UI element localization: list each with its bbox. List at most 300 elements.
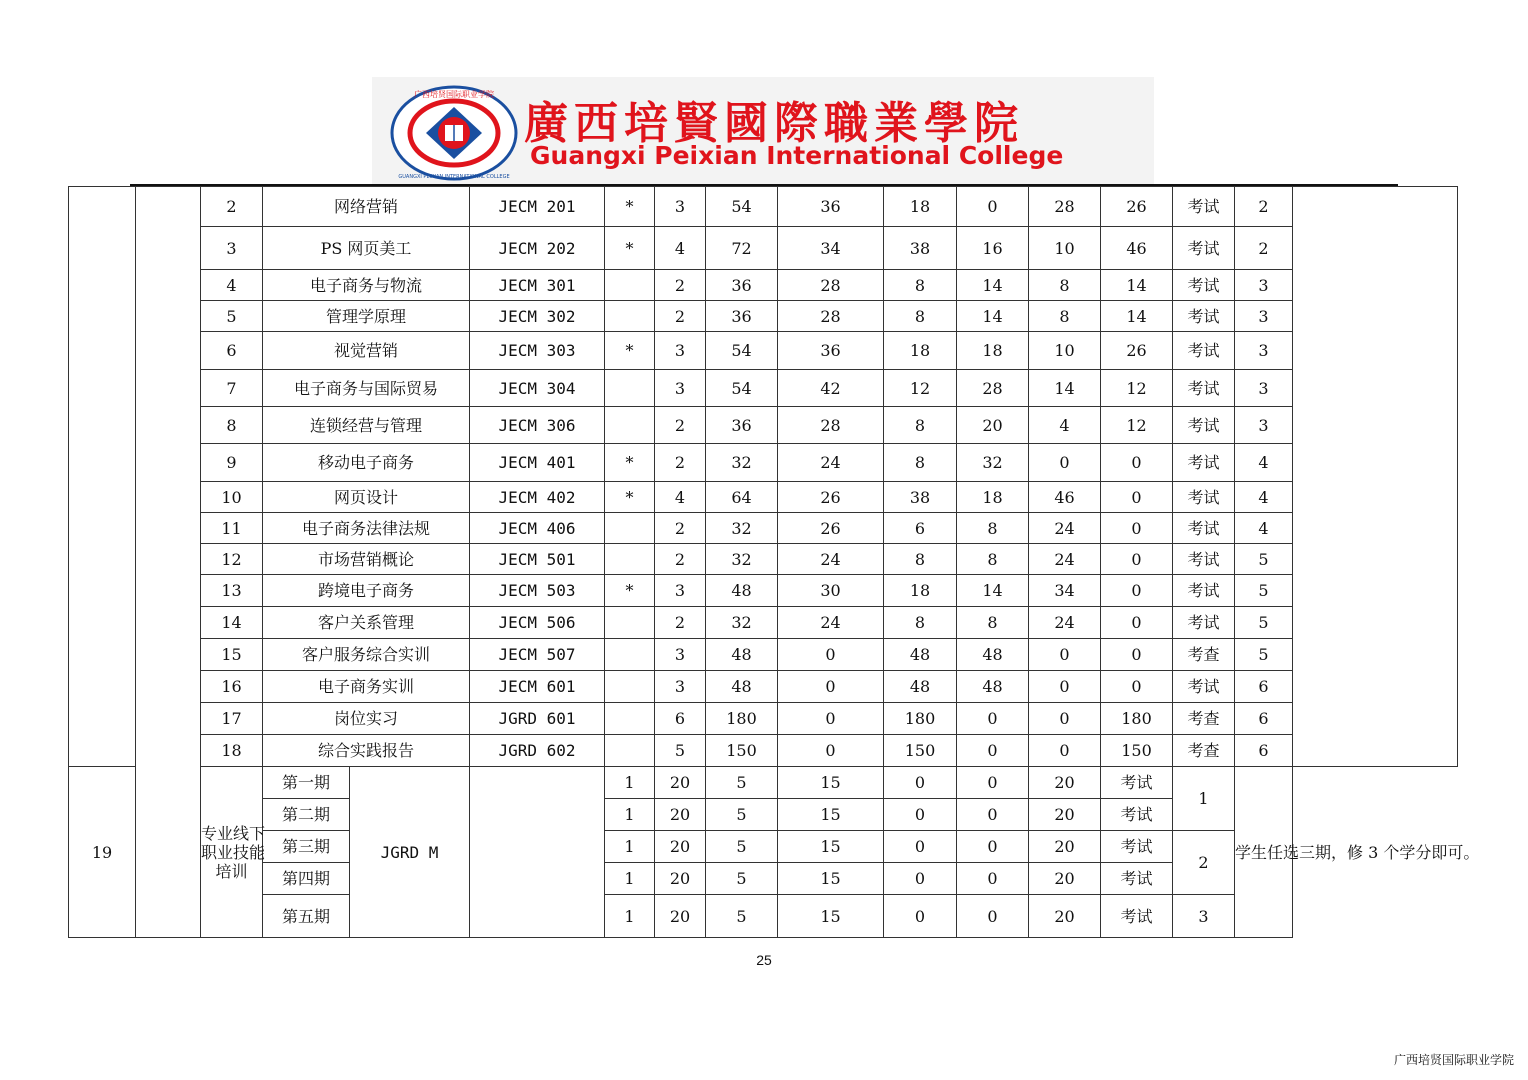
course-name: PS 网页美工 bbox=[263, 227, 470, 270]
cell-c2: 24 bbox=[1029, 544, 1101, 575]
cell-theory: 5 bbox=[706, 767, 778, 799]
cell-assess: 考试 bbox=[1101, 863, 1173, 895]
cell-term: 2 bbox=[1235, 227, 1293, 270]
table-row bbox=[69, 270, 1458, 301]
cell-c3: 20 bbox=[1029, 863, 1101, 895]
row-number: 14 bbox=[201, 607, 263, 639]
cell-assess: 考试 bbox=[1173, 513, 1235, 544]
cell-credit: 1 bbox=[605, 863, 655, 895]
table-row bbox=[69, 767, 1458, 799]
cell-assess: 考试 bbox=[1173, 671, 1235, 703]
cell-credit: 4 bbox=[655, 227, 706, 270]
footer-school-name: 广西培贤国际职业学院 bbox=[1393, 1053, 1514, 1067]
cell-theory: 24 bbox=[778, 444, 884, 482]
subcategory-cell bbox=[136, 187, 201, 938]
phase-label: 第五期 bbox=[263, 895, 350, 938]
cell-c3: 14 bbox=[1101, 270, 1173, 301]
cell-practice: 8 bbox=[884, 607, 957, 639]
row-number: 2 bbox=[201, 187, 263, 227]
cell-assess: 考试 bbox=[1173, 227, 1235, 270]
row-number: 9 bbox=[201, 444, 263, 482]
cell-c1: 0 bbox=[884, 767, 957, 799]
cell-total: 48 bbox=[706, 575, 778, 607]
row-number: 12 bbox=[201, 544, 263, 575]
course-name: 电子商务实训 bbox=[263, 671, 470, 703]
cell-c3: 12 bbox=[1101, 370, 1173, 407]
cell-c3: 20 bbox=[1029, 831, 1101, 863]
cell-credit: 2 bbox=[655, 513, 706, 544]
cell-c1: 48 bbox=[957, 639, 1029, 671]
cell-theory: 28 bbox=[778, 407, 884, 444]
cell-term: 4 bbox=[1235, 482, 1293, 513]
cell-c1: 14 bbox=[957, 301, 1029, 332]
row-number: 7 bbox=[201, 370, 263, 407]
course-code: JECM 201 bbox=[470, 187, 605, 227]
cell-c1: 0 bbox=[884, 799, 957, 831]
cell-credit: 1 bbox=[605, 799, 655, 831]
table-row bbox=[69, 482, 1458, 513]
course-code: JGRD M bbox=[350, 767, 470, 938]
cell-c2: 10 bbox=[1029, 227, 1101, 270]
cell-theory: 0 bbox=[778, 671, 884, 703]
cell-practice: 15 bbox=[778, 767, 884, 799]
cell-credit: 3 bbox=[655, 575, 706, 607]
cell-c1: 0 bbox=[957, 187, 1029, 227]
cell-c3: 150 bbox=[1101, 735, 1173, 767]
core-course-mark: * bbox=[605, 187, 655, 227]
cell-c3: 12 bbox=[1101, 407, 1173, 444]
cell-c3: 20 bbox=[1029, 895, 1101, 938]
table-row bbox=[69, 187, 1458, 227]
cell-term: 5 bbox=[1235, 575, 1293, 607]
cell-theory: 5 bbox=[706, 895, 778, 938]
cell-assess: 考试 bbox=[1173, 482, 1235, 513]
course-table bbox=[68, 186, 1480, 938]
core-course-mark: * bbox=[605, 227, 655, 270]
table-row bbox=[69, 227, 1458, 270]
course-code: JGRD 601 bbox=[470, 703, 605, 735]
cell-practice: 15 bbox=[778, 863, 884, 895]
cell-credit: 3 bbox=[655, 671, 706, 703]
core-course-mark bbox=[605, 370, 655, 407]
cell-practice: 8 bbox=[884, 301, 957, 332]
cell-credit: 2 bbox=[655, 607, 706, 639]
table-row bbox=[69, 407, 1458, 444]
cell-term: 3 bbox=[1235, 370, 1293, 407]
cell-credit: 6 bbox=[655, 703, 706, 735]
core-course-mark bbox=[605, 407, 655, 444]
cell-c1: 18 bbox=[957, 482, 1029, 513]
cell-assess: 考试 bbox=[1173, 332, 1235, 370]
cell-c1: 0 bbox=[884, 831, 957, 863]
table-row bbox=[69, 370, 1458, 407]
cell-assess: 考试 bbox=[1173, 270, 1235, 301]
remark-cell: 学生任选三期，修 3 个学分即可。 bbox=[1235, 767, 1293, 938]
row-number: 15 bbox=[201, 639, 263, 671]
cell-term: 5 bbox=[1235, 639, 1293, 671]
cell-assess: 考试 bbox=[1173, 544, 1235, 575]
college-logo bbox=[390, 85, 518, 181]
table-row bbox=[69, 513, 1458, 544]
cell-theory: 34 bbox=[778, 227, 884, 270]
cell-c2: 0 bbox=[957, 799, 1029, 831]
cell-term: 4 bbox=[1235, 444, 1293, 482]
cell-total: 20 bbox=[655, 799, 706, 831]
cell-c3: 46 bbox=[1101, 227, 1173, 270]
cell-practice: 48 bbox=[884, 639, 957, 671]
cell-total: 150 bbox=[706, 735, 778, 767]
cell-term: 1 bbox=[1173, 767, 1235, 831]
cell-total: 54 bbox=[706, 370, 778, 407]
cell-c1: 8 bbox=[957, 607, 1029, 639]
remark-cell bbox=[1293, 187, 1458, 767]
cell-c1: 0 bbox=[884, 863, 957, 895]
cell-theory: 28 bbox=[778, 301, 884, 332]
college-name-en: Guangxi Peixian International College bbox=[530, 141, 1064, 170]
cell-c2: 0 bbox=[957, 863, 1029, 895]
core-course-mark bbox=[605, 513, 655, 544]
cell-total: 20 bbox=[655, 831, 706, 863]
row-number: 6 bbox=[201, 332, 263, 370]
cell-c1: 18 bbox=[957, 332, 1029, 370]
course-code: JECM 301 bbox=[470, 270, 605, 301]
core-course-mark: * bbox=[605, 482, 655, 513]
cell-assess: 考试 bbox=[1101, 895, 1173, 938]
cell-term: 6 bbox=[1235, 671, 1293, 703]
table-row bbox=[69, 607, 1458, 639]
cell-theory: 26 bbox=[778, 513, 884, 544]
course-name: 客户服务综合实训 bbox=[263, 639, 470, 671]
course-code: JGRD 602 bbox=[470, 735, 605, 767]
cell-term: 4 bbox=[1235, 513, 1293, 544]
cell-theory: 42 bbox=[778, 370, 884, 407]
cell-theory: 30 bbox=[778, 575, 884, 607]
cell-credit: 2 bbox=[655, 270, 706, 301]
cell-practice: 6 bbox=[884, 513, 957, 544]
cell-total: 20 bbox=[655, 767, 706, 799]
cell-theory: 24 bbox=[778, 544, 884, 575]
course-code: JECM 507 bbox=[470, 639, 605, 671]
cell-total: 20 bbox=[655, 895, 706, 938]
cell-term: 3 bbox=[1235, 270, 1293, 301]
training-name-line: 专业线下 bbox=[201, 823, 266, 843]
cell-practice: 38 bbox=[884, 227, 957, 270]
cell-credit: 4 bbox=[655, 482, 706, 513]
cell-c3: 0 bbox=[1101, 575, 1173, 607]
cell-credit: 1 bbox=[605, 831, 655, 863]
cell-assess: 考试 bbox=[1173, 301, 1235, 332]
cell-assess: 考试 bbox=[1101, 799, 1173, 831]
cell-term: 3 bbox=[1235, 407, 1293, 444]
core-course-mark bbox=[605, 301, 655, 332]
course-name: 电子商务法律法规 bbox=[263, 513, 470, 544]
cell-c2: 46 bbox=[1029, 482, 1101, 513]
table-row bbox=[69, 301, 1458, 332]
cell-c1: 14 bbox=[957, 575, 1029, 607]
cell-c3: 0 bbox=[1101, 671, 1173, 703]
table-row bbox=[69, 703, 1458, 735]
cell-assess: 考试 bbox=[1101, 831, 1173, 863]
cell-c2: 8 bbox=[1029, 301, 1101, 332]
cell-assess: 考试 bbox=[1173, 407, 1235, 444]
cell-c3: 180 bbox=[1101, 703, 1173, 735]
phase-label: 第二期 bbox=[263, 799, 350, 831]
cell-theory: 5 bbox=[706, 831, 778, 863]
cell-total: 48 bbox=[706, 671, 778, 703]
cell-theory: 26 bbox=[778, 482, 884, 513]
course-code: JECM 506 bbox=[470, 607, 605, 639]
page-number: 25 bbox=[756, 952, 772, 968]
table-row bbox=[69, 444, 1458, 482]
row-number: 8 bbox=[201, 407, 263, 444]
cell-credit: 3 bbox=[655, 639, 706, 671]
cell-theory: 5 bbox=[706, 863, 778, 895]
core-course-mark bbox=[605, 270, 655, 301]
cell-credit: 3 bbox=[655, 187, 706, 227]
cell-c2: 0 bbox=[1029, 703, 1101, 735]
cell-total: 36 bbox=[706, 407, 778, 444]
cell-c2: 0 bbox=[1029, 444, 1101, 482]
cell-term: 5 bbox=[1235, 544, 1293, 575]
core-course-mark: * bbox=[605, 575, 655, 607]
cell-theory: 0 bbox=[778, 703, 884, 735]
course-name: 管理学原理 bbox=[263, 301, 470, 332]
cell-term: 3 bbox=[1235, 301, 1293, 332]
cell-credit: 2 bbox=[655, 301, 706, 332]
cell-theory: 24 bbox=[778, 607, 884, 639]
cell-theory: 0 bbox=[778, 735, 884, 767]
course-code: JECM 202 bbox=[470, 227, 605, 270]
cell-credit: 3 bbox=[655, 370, 706, 407]
cell-c3: 0 bbox=[1101, 482, 1173, 513]
cell-c3: 0 bbox=[1101, 513, 1173, 544]
core-course-mark bbox=[605, 607, 655, 639]
course-name: 市场营销概论 bbox=[263, 544, 470, 575]
course-code: JECM 402 bbox=[470, 482, 605, 513]
row-number: 11 bbox=[201, 513, 263, 544]
cell-practice: 180 bbox=[884, 703, 957, 735]
cell-theory: 36 bbox=[778, 187, 884, 227]
course-name: 连锁经营与管理 bbox=[263, 407, 470, 444]
cell-total: 54 bbox=[706, 187, 778, 227]
cell-c2: 0 bbox=[1029, 671, 1101, 703]
course-name: 客户关系管理 bbox=[263, 607, 470, 639]
course-code: JECM 503 bbox=[470, 575, 605, 607]
training-name-line: 培训 bbox=[215, 861, 248, 881]
row-number: 5 bbox=[201, 301, 263, 332]
core-course-mark bbox=[605, 544, 655, 575]
college-name-cn: 廣西培賢國際職業學院 bbox=[524, 98, 1024, 149]
cell-credit: 1 bbox=[605, 767, 655, 799]
cell-c1: 8 bbox=[957, 544, 1029, 575]
cell-total: 32 bbox=[706, 513, 778, 544]
course-code: JECM 401 bbox=[470, 444, 605, 482]
cell-c2: 14 bbox=[1029, 370, 1101, 407]
cell-c3: 0 bbox=[1101, 444, 1173, 482]
cell-c2: 0 bbox=[957, 895, 1029, 938]
header-banner bbox=[372, 77, 1154, 185]
cell-c2: 8 bbox=[1029, 270, 1101, 301]
cell-c1: 14 bbox=[957, 270, 1029, 301]
cell-c2: 10 bbox=[1029, 332, 1101, 370]
training-name-line: 职业技能 bbox=[201, 842, 266, 862]
cell-c1: 32 bbox=[957, 444, 1029, 482]
table-row bbox=[69, 639, 1458, 671]
table-row bbox=[69, 544, 1458, 575]
row-number: 19 bbox=[69, 767, 136, 938]
category-cell bbox=[69, 187, 136, 767]
cell-practice: 8 bbox=[884, 544, 957, 575]
core-course-mark bbox=[470, 767, 605, 938]
cell-credit: 2 bbox=[655, 544, 706, 575]
cell-c3: 20 bbox=[1029, 767, 1101, 799]
cell-practice: 18 bbox=[884, 575, 957, 607]
cell-term: 2 bbox=[1173, 831, 1235, 895]
core-course-mark bbox=[605, 671, 655, 703]
cell-credit: 2 bbox=[655, 407, 706, 444]
cell-assess: 考查 bbox=[1173, 735, 1235, 767]
cell-c2: 34 bbox=[1029, 575, 1101, 607]
phase-label: 第三期 bbox=[263, 831, 350, 863]
cell-total: 32 bbox=[706, 544, 778, 575]
cell-c1: 0 bbox=[957, 735, 1029, 767]
cell-total: 48 bbox=[706, 639, 778, 671]
cell-assess: 考试 bbox=[1173, 370, 1235, 407]
cell-credit: 2 bbox=[655, 444, 706, 482]
cell-term: 3 bbox=[1235, 332, 1293, 370]
table-row bbox=[69, 671, 1458, 703]
course-name: 跨境电子商务 bbox=[263, 575, 470, 607]
course-name: 网络营销 bbox=[263, 187, 470, 227]
table-row bbox=[69, 735, 1458, 767]
cell-c1: 16 bbox=[957, 227, 1029, 270]
cell-c1: 20 bbox=[957, 407, 1029, 444]
cell-c3: 0 bbox=[1101, 639, 1173, 671]
course-code: JECM 303 bbox=[470, 332, 605, 370]
cell-c3: 0 bbox=[1101, 607, 1173, 639]
cell-assess: 考试 bbox=[1101, 767, 1173, 799]
cell-total: 72 bbox=[706, 227, 778, 270]
cell-assess: 考试 bbox=[1173, 187, 1235, 227]
course-name: 岗位实习 bbox=[263, 703, 470, 735]
cell-c2: 4 bbox=[1029, 407, 1101, 444]
cell-practice: 8 bbox=[884, 270, 957, 301]
course-code: JECM 501 bbox=[470, 544, 605, 575]
table-row bbox=[69, 575, 1458, 607]
cell-term: 5 bbox=[1235, 607, 1293, 639]
cell-practice: 12 bbox=[884, 370, 957, 407]
cell-c2: 0 bbox=[1029, 735, 1101, 767]
core-course-mark: * bbox=[605, 332, 655, 370]
cell-c3: 26 bbox=[1101, 332, 1173, 370]
cell-theory: 36 bbox=[778, 332, 884, 370]
cell-total: 54 bbox=[706, 332, 778, 370]
cell-c2: 0 bbox=[957, 831, 1029, 863]
row-number: 4 bbox=[201, 270, 263, 301]
cell-c3: 0 bbox=[1101, 544, 1173, 575]
cell-assess: 考查 bbox=[1173, 703, 1235, 735]
course-name: 电子商务与物流 bbox=[263, 270, 470, 301]
core-course-mark: * bbox=[605, 444, 655, 482]
cell-term: 6 bbox=[1235, 703, 1293, 735]
cell-practice: 8 bbox=[884, 407, 957, 444]
cell-c2: 28 bbox=[1029, 187, 1101, 227]
course-code: JECM 302 bbox=[470, 301, 605, 332]
cell-c3: 14 bbox=[1101, 301, 1173, 332]
cell-theory: 28 bbox=[778, 270, 884, 301]
course-code: JECM 406 bbox=[470, 513, 605, 544]
cell-term: 3 bbox=[1173, 895, 1235, 938]
row-number: 13 bbox=[201, 575, 263, 607]
cell-total: 36 bbox=[706, 301, 778, 332]
cell-c1: 0 bbox=[957, 703, 1029, 735]
cell-practice: 15 bbox=[778, 895, 884, 938]
cell-c3: 26 bbox=[1101, 187, 1173, 227]
core-course-mark bbox=[605, 703, 655, 735]
cell-practice: 38 bbox=[884, 482, 957, 513]
cell-assess: 考试 bbox=[1173, 575, 1235, 607]
cell-theory: 0 bbox=[778, 639, 884, 671]
logo-ring-text: 广西培贤国际职业学院 bbox=[414, 90, 494, 99]
cell-credit: 5 bbox=[655, 735, 706, 767]
course-code: JECM 306 bbox=[470, 407, 605, 444]
course-name: 网页设计 bbox=[263, 482, 470, 513]
cell-c3: 20 bbox=[1029, 799, 1101, 831]
cell-total: 64 bbox=[706, 482, 778, 513]
cell-total: 20 bbox=[655, 863, 706, 895]
row-number: 17 bbox=[201, 703, 263, 735]
table-row bbox=[69, 332, 1458, 370]
cell-theory: 5 bbox=[706, 799, 778, 831]
cell-practice: 18 bbox=[884, 187, 957, 227]
cell-practice: 8 bbox=[884, 444, 957, 482]
cell-c1: 48 bbox=[957, 671, 1029, 703]
cell-practice: 18 bbox=[884, 332, 957, 370]
row-number: 3 bbox=[201, 227, 263, 270]
course-name: 电子商务与国际贸易 bbox=[263, 370, 470, 407]
row-number: 18 bbox=[201, 735, 263, 767]
row-number: 10 bbox=[201, 482, 263, 513]
cell-total: 36 bbox=[706, 270, 778, 301]
training-course-name bbox=[201, 767, 266, 938]
course-code: JECM 304 bbox=[470, 370, 605, 407]
cell-practice: 48 bbox=[884, 671, 957, 703]
cell-c2: 0 bbox=[957, 767, 1029, 799]
core-course-mark bbox=[605, 639, 655, 671]
cell-c1: 28 bbox=[957, 370, 1029, 407]
cell-practice: 15 bbox=[778, 799, 884, 831]
cell-credit: 3 bbox=[655, 332, 706, 370]
course-name: 移动电子商务 bbox=[263, 444, 470, 482]
logo-ring-text-en: GUANGXI PEIXIAN INTERNATIONAL COLLEGE bbox=[398, 174, 510, 180]
phase-label: 第四期 bbox=[263, 863, 350, 895]
cell-term: 6 bbox=[1235, 735, 1293, 767]
cell-total: 32 bbox=[706, 444, 778, 482]
cell-c2: 0 bbox=[1029, 639, 1101, 671]
phase-label: 第一期 bbox=[263, 767, 350, 799]
cell-c2: 24 bbox=[1029, 513, 1101, 544]
cell-practice: 150 bbox=[884, 735, 957, 767]
cell-assess: 考试 bbox=[1173, 607, 1235, 639]
cell-total: 32 bbox=[706, 607, 778, 639]
course-name: 综合实践报告 bbox=[263, 735, 470, 767]
cell-assess: 考查 bbox=[1173, 639, 1235, 671]
core-course-mark bbox=[605, 735, 655, 767]
cell-credit: 1 bbox=[605, 895, 655, 938]
cell-c1: 8 bbox=[957, 513, 1029, 544]
cell-term: 2 bbox=[1235, 187, 1293, 227]
cell-c2: 24 bbox=[1029, 607, 1101, 639]
